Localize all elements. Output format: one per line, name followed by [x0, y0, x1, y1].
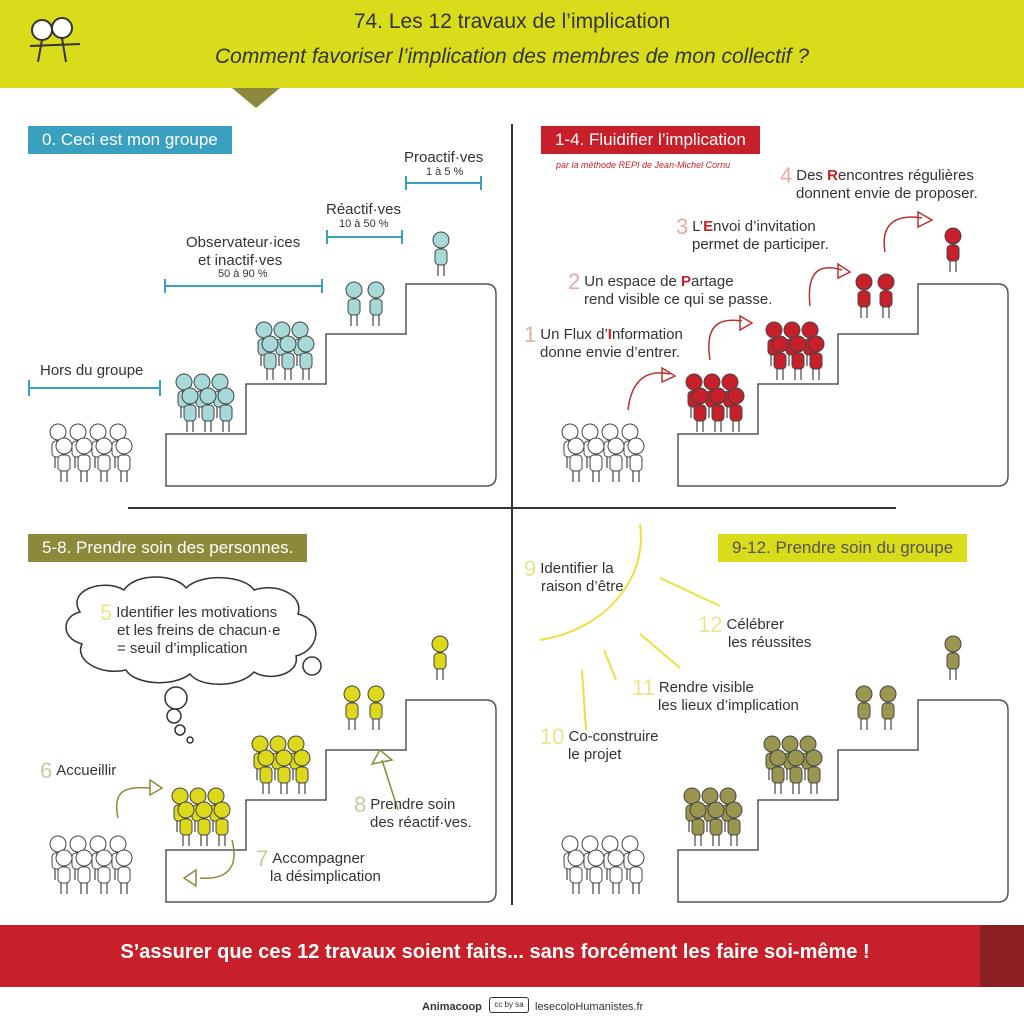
- step-9-num: 9: [524, 556, 537, 581]
- step-1-b: nformation: [611, 326, 683, 343]
- step-10: [540, 724, 659, 749]
- step-5-l1: Identifier les motivations: [116, 604, 278, 621]
- figure-reactive: [368, 686, 384, 730]
- step-8-num: 8: [354, 792, 367, 817]
- step-3-a: L’: [692, 218, 704, 235]
- step-5-l3: = seuil d’implication: [117, 640, 248, 657]
- logo-icon: [30, 18, 80, 62]
- figure-outside: [56, 438, 72, 482]
- step-7-l2: la désimplication: [270, 868, 381, 885]
- step-2-hl: P: [680, 273, 691, 290]
- figure-outside: [116, 438, 132, 482]
- figure-observer: [196, 802, 212, 846]
- figure-reactive: [880, 686, 896, 730]
- figure-observer: [708, 802, 724, 846]
- banner-text: S’assurer que ces 12 travaux soient faits... sans forcément les faire soi-même !: [120, 941, 870, 963]
- step-4-line2: donnent envie de proposer.: [796, 185, 978, 202]
- step-2-a: Un espace de: [584, 273, 681, 290]
- step-11-l1: Rendre visible: [658, 679, 754, 696]
- step-1-a: Un Flux d’: [540, 326, 608, 343]
- figure-observer: [200, 388, 216, 432]
- step-4: [780, 163, 974, 188]
- figure-observer: [258, 750, 274, 794]
- page-title: 74. Les 12 travaux de l’implication: [353, 10, 671, 33]
- label-observateurs-l2: et inactif·ves: [198, 252, 283, 269]
- step-11-l2: les lieux d’implication: [658, 697, 799, 714]
- figure-observer: [298, 336, 314, 380]
- step-3-line2: permet de participer.: [692, 236, 829, 253]
- figure-proactive: [945, 636, 961, 680]
- label-proactifs-pct: 1 à 5 %: [426, 166, 464, 178]
- figure-observer: [790, 336, 806, 380]
- step-2-b: artage: [691, 273, 734, 290]
- step-10-num: 10: [540, 724, 565, 749]
- step-8: [354, 792, 456, 817]
- figure-outside: [588, 438, 604, 482]
- figure-reactive: [346, 282, 362, 326]
- label-reactifs-pct: 10 à 50 %: [339, 218, 389, 230]
- figure-outside: [608, 850, 624, 894]
- step-1-line2: donne envie d’entrer.: [540, 344, 681, 361]
- figure-reactive: [856, 686, 872, 730]
- step-1-num: 1: [524, 322, 537, 347]
- step-3-hl: E: [703, 218, 714, 235]
- figure-reactive: [856, 274, 872, 318]
- badge-fluidifier: 1-4. Fluidifier l’implication: [541, 126, 760, 154]
- step-2-num: 2: [568, 269, 581, 294]
- label-hors-du-groupe: Hors du groupe: [40, 362, 144, 379]
- figure-outside: [56, 850, 72, 894]
- step-5: [100, 600, 278, 625]
- figure-outside: [96, 438, 112, 482]
- step-9-l2: raison d’être: [541, 578, 624, 595]
- step-8-l1: Prendre soin: [370, 796, 456, 813]
- bottom-banner: [0, 925, 1024, 987]
- figure-observer: [294, 750, 310, 794]
- figure-proactive: [432, 636, 448, 680]
- label-proactifs: Proactif·ves: [404, 149, 484, 166]
- step-6-num: 6: [40, 758, 53, 783]
- label-observateurs-pct: 50 à 90 %: [218, 268, 268, 280]
- step-6-text: Accueillir: [56, 762, 117, 779]
- figure-observer: [772, 336, 788, 380]
- method-credit: par la méthode REPI de Jean-Michel Cornu: [556, 160, 731, 170]
- figure-observer: [276, 750, 292, 794]
- step-12-l1: Célébrer: [726, 616, 785, 633]
- step-4-hl: R: [827, 167, 838, 184]
- step-1: [524, 322, 683, 347]
- step-4-b: encontres régulières: [837, 167, 974, 184]
- figure-outside: [608, 438, 624, 482]
- step-6: [40, 758, 117, 783]
- figure-observer: [770, 750, 786, 794]
- figure-observer: [726, 802, 742, 846]
- figure-observer: [728, 388, 744, 432]
- step-2-line2: rend visible ce qui se passe.: [584, 291, 773, 308]
- step-12-num: 12: [698, 612, 723, 637]
- figure-observer: [806, 750, 822, 794]
- step-5-l2: et les freins de chacun·e: [117, 622, 281, 639]
- page-subtitle: Comment favoriser l’implication des membres de mon collectif ?: [214, 45, 810, 68]
- step-7-l1: Accompagner: [272, 850, 365, 867]
- step-3-b: nvoi d’invitation: [713, 218, 816, 235]
- figure-observer: [218, 388, 234, 432]
- step-3: [676, 214, 816, 239]
- footer-animacoop: Animacoop: [422, 1001, 482, 1013]
- figure-outside: [568, 850, 584, 894]
- step-7: [256, 846, 365, 871]
- step-7-num: 7: [256, 846, 269, 871]
- figure-outside: [76, 850, 92, 894]
- figure-outside: [96, 850, 112, 894]
- step-12: [698, 612, 785, 637]
- step-4-a: Des: [796, 167, 828, 184]
- footer-site: lesecoloHumanistes.fr: [535, 1001, 644, 1013]
- cc-license-icon: cc by sa: [489, 997, 529, 1013]
- step-10-l2: le projet: [568, 746, 622, 763]
- step-12-l2: les réussites: [728, 634, 812, 651]
- figure-observer: [214, 802, 230, 846]
- figure-reactive: [368, 282, 384, 326]
- figure-observer: [692, 388, 708, 432]
- step-11-num: 11: [632, 675, 655, 700]
- figure-observer: [690, 802, 706, 846]
- figure-reactive: [878, 274, 894, 318]
- figure-observer: [262, 336, 278, 380]
- figure-outside: [76, 438, 92, 482]
- step-5-num: 5: [100, 600, 113, 625]
- step-9-l1: Identifier la: [540, 560, 614, 577]
- step-9: [524, 556, 614, 581]
- step-10-l1: Co-construire: [568, 728, 659, 745]
- figure-reactive: [344, 686, 360, 730]
- figure-proactive: [945, 228, 961, 272]
- figure-outside: [568, 438, 584, 482]
- figure-outside: [588, 850, 604, 894]
- figure-proactive: [433, 232, 449, 276]
- figure-observer: [808, 336, 824, 380]
- figure-observer: [710, 388, 726, 432]
- step-4-num: 4: [780, 163, 793, 188]
- figure-observer: [788, 750, 804, 794]
- badge-prendre-soin-personnes: 5-8. Prendre soin des personnes.: [28, 534, 307, 562]
- step-8-l2: des réactif·ves.: [370, 814, 472, 831]
- figure-observer: [178, 802, 194, 846]
- step-2: [568, 269, 734, 294]
- figure-outside: [628, 438, 644, 482]
- badge-ceci-est-mon-groupe: 0. Ceci est mon groupe: [28, 126, 232, 154]
- label-reactifs: Réactif·ves: [326, 201, 402, 218]
- figure-outside: [116, 850, 132, 894]
- badge-prendre-soin-groupe: 9-12. Prendre soin du groupe: [718, 534, 967, 562]
- step-3-num: 3: [676, 214, 689, 239]
- figure-observer: [280, 336, 296, 380]
- figure-outside: [628, 850, 644, 894]
- step-11: [632, 675, 754, 700]
- step-1-hl: I: [607, 326, 612, 343]
- label-observateurs-l1: Observateur·ices: [186, 234, 301, 251]
- figure-observer: [182, 388, 198, 432]
